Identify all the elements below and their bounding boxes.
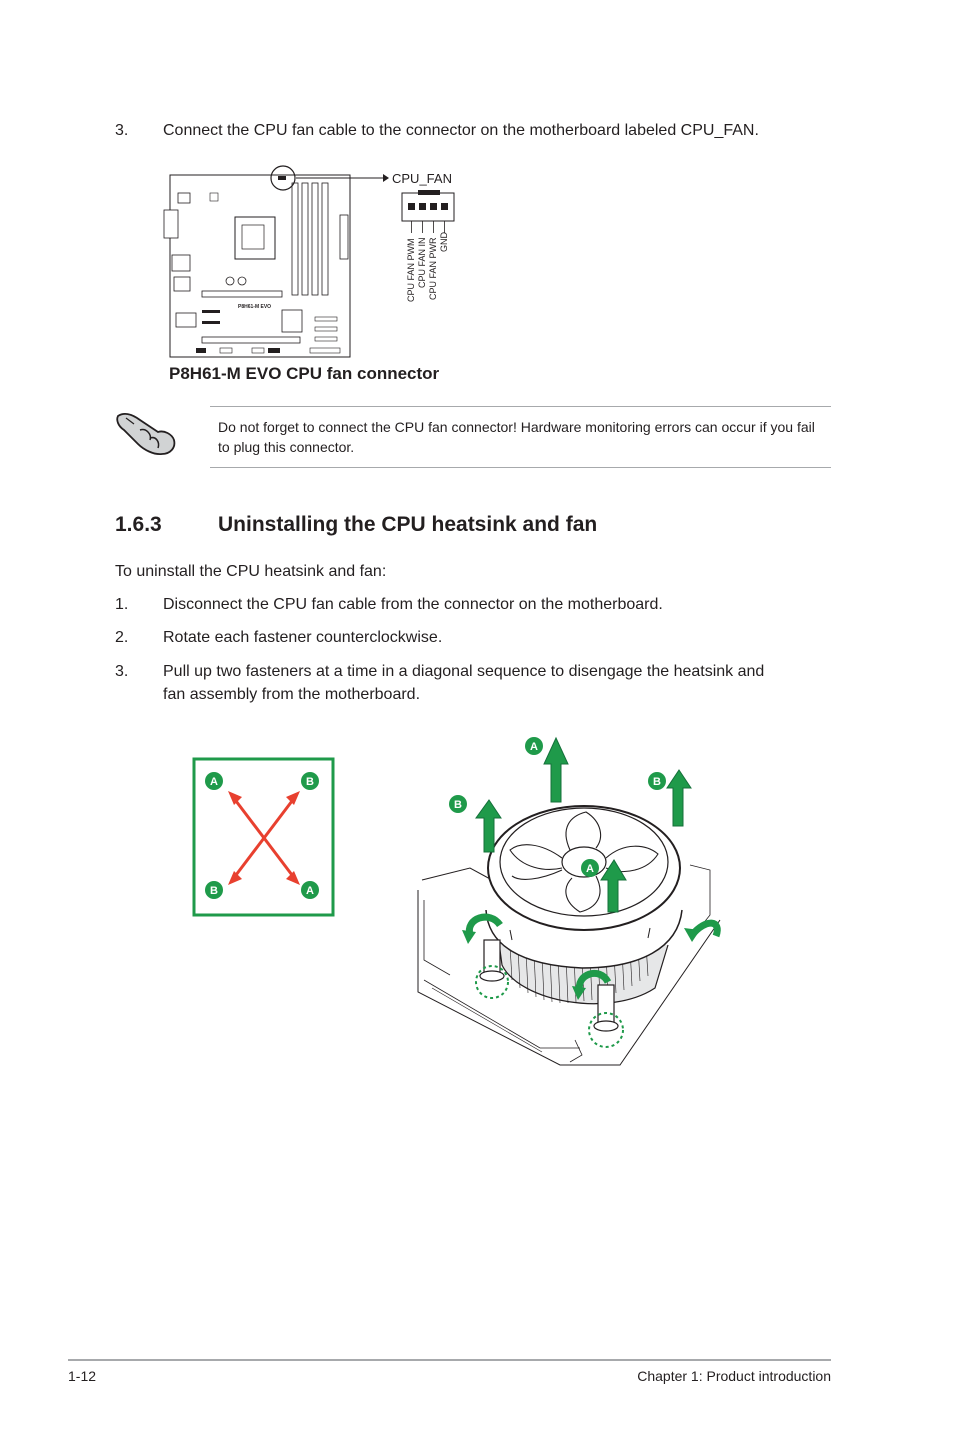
chapter-title: Chapter 1: Product introduction — [637, 1368, 831, 1384]
hand-pointing-icon — [114, 408, 180, 460]
section-title: Uninstalling the CPU heatsink and fan — [218, 513, 598, 536]
cpu-socket — [235, 217, 275, 259]
step-text: Disconnect the CPU fan cable from the connector on the motherboard. — [163, 596, 663, 613]
motherboard-layout-figure — [160, 155, 480, 365]
page-number: 1-12 — [68, 1368, 97, 1384]
pin-label-in: CPU FAN IN — [417, 237, 427, 288]
step-text-continued: fan assembly from the motherboard. — [163, 686, 421, 703]
label-b: B — [210, 885, 218, 897]
label-b: B — [306, 776, 314, 788]
dimm-slot — [312, 183, 318, 295]
label-a: A — [530, 741, 538, 753]
heatsink-removal-illustration — [410, 730, 730, 1075]
board-label: P8H61-M EVO — [238, 304, 272, 310]
chipset — [282, 310, 302, 332]
step-number: 1. — [115, 596, 129, 613]
label-b: B — [653, 776, 661, 788]
diagonal-sequence-diagram — [192, 757, 335, 917]
label-a: A — [306, 885, 314, 897]
pcie-slot — [202, 291, 282, 297]
note-text: Do not forget to connect the CPU fan connector! Hardware monitoring errors can occur if you fail to plug this connector. — [218, 419, 815, 455]
step-number: 3. — [115, 122, 129, 139]
pin-label-gnd: GND — [439, 232, 449, 252]
pull-up-arrow-b — [667, 770, 691, 826]
label-b: B — [454, 799, 462, 811]
dimm-slot — [302, 183, 308, 295]
pin — [419, 203, 426, 210]
pin-label-pwm: CPU FAN PWM — [406, 238, 416, 302]
step-text: Pull up two fasteners at a time in a diagonal sequence to disengage the heatsink and — [163, 663, 765, 680]
pin-label-pwr: CPU FAN PWR — [428, 237, 438, 300]
section-number: 1.6.3 — [115, 513, 162, 536]
pin — [441, 203, 448, 210]
pull-up-arrow-a — [544, 738, 568, 802]
dimm-slot — [322, 183, 328, 295]
pcie-slot — [202, 337, 300, 343]
intro-text: To uninstall the CPU heatsink and fan: — [115, 563, 387, 580]
step-number: 3. — [115, 663, 129, 680]
label-a: A — [210, 776, 218, 788]
figure-caption: P8H61-M EVO CPU fan connector — [169, 364, 440, 383]
cpu-fan-label: CPU_FAN — [392, 171, 452, 186]
pin — [430, 203, 437, 210]
footer-rule — [68, 1359, 831, 1361]
step-number: 2. — [115, 629, 129, 646]
pin — [408, 203, 415, 210]
dimm-slot — [292, 183, 298, 295]
step-text: Connect the CPU fan cable to the connector on the motherboard labeled CPU_FAN. — [163, 122, 759, 139]
callout-arrow-icon — [383, 174, 389, 182]
step-text: Rotate each fastener counterclockwise. — [163, 629, 443, 646]
label-a: A — [586, 863, 594, 875]
